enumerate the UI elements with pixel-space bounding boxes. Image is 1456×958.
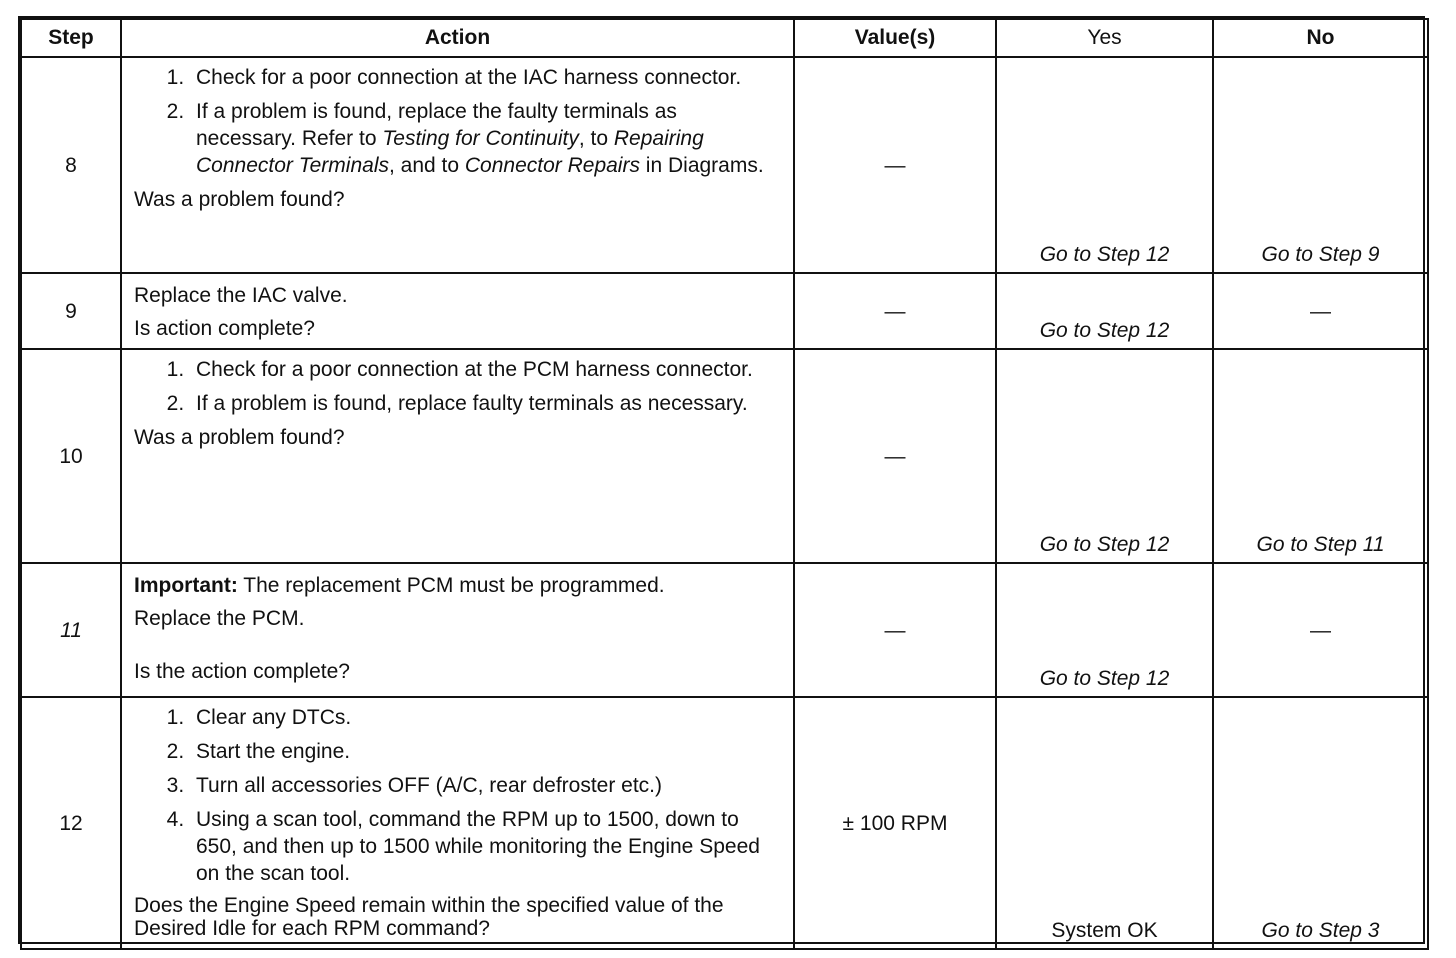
action-steps: [134, 704, 779, 887]
important-text: The replacement PCM must be programmed.: [237, 574, 665, 597]
header-step: Step: [21, 19, 121, 57]
action-cell: [121, 697, 794, 949]
reference-link: Connector Repairs: [464, 154, 640, 177]
question: Was a problem found?: [134, 188, 345, 211]
no-cell: Go to Step 9: [1213, 57, 1428, 273]
reference-link: Testing for Continuity: [382, 127, 579, 150]
question: Was a problem found?: [134, 426, 345, 449]
header-action: Action: [121, 19, 794, 57]
yes-cell: Go to Step 12: [996, 349, 1213, 563]
diagnostic-table: [20, 18, 1429, 950]
question: Does the Engine Speed remain within the specified value of the Desired Idle for each RPM command?: [134, 894, 724, 940]
list-item: 1. Clear any DTCs.: [190, 704, 779, 731]
header-row: [21, 19, 1428, 57]
important-note: [134, 572, 779, 599]
header-yes: Yes: [996, 19, 1213, 57]
table-row: [21, 349, 1428, 563]
header-no: No: [1213, 19, 1428, 57]
action-text: If a problem is found, replace the faulty terminals as necessary. Refer to: [196, 100, 677, 150]
yes-cell: System OK: [996, 697, 1213, 949]
action-cell: [121, 563, 794, 697]
important-label: Important:: [134, 574, 238, 597]
header-values: Value(s): [794, 19, 996, 57]
action-text: , and to: [388, 154, 465, 177]
action-cell: [121, 273, 794, 349]
table-row: [21, 57, 1428, 273]
step-number: 10: [21, 349, 121, 563]
spacer: [134, 632, 779, 658]
action-steps: [134, 64, 779, 179]
action-steps: [134, 356, 779, 417]
step-number: 11: [21, 563, 121, 697]
yes-cell: Go to Step 12: [996, 563, 1213, 697]
table-row: [21, 273, 1428, 349]
list-item: [190, 98, 779, 179]
yes-cell: Go to Step 12: [996, 273, 1213, 349]
step-number: 12: [21, 697, 121, 949]
list-item: 4. Using a scan tool, command the RPM up to 1500, down to 650, and then up to 1500 while monitoring the Engine Speed on the scan tool.: [190, 806, 779, 887]
action-cell: [121, 57, 794, 273]
action-cell: [121, 349, 794, 563]
no-cell: Go to Step 11: [1213, 349, 1428, 563]
list-item: 1. Check for a poor connection at the IAC harness connector.: [190, 64, 779, 91]
value-cell: —: [794, 349, 996, 563]
question: Is action complete?: [134, 317, 315, 340]
list-item: 2. Start the engine.: [190, 738, 779, 765]
table-row: [21, 563, 1428, 697]
value-cell: —: [794, 273, 996, 349]
no-cell: —: [1213, 273, 1428, 349]
list-item: 2. If a problem is found, replace faulty terminals as necessary.: [190, 390, 779, 417]
no-cell: —: [1213, 563, 1428, 697]
value-cell: —: [794, 57, 996, 273]
yes-cell: Go to Step 12: [996, 57, 1213, 273]
value-cell: ± 100 RPM: [794, 697, 996, 949]
list-item: 1. Check for a poor connection at the PCM harness connector.: [190, 356, 779, 383]
step-number: 8: [21, 57, 121, 273]
action-text: , to: [578, 127, 614, 150]
action-line: Replace the PCM.: [134, 607, 305, 630]
no-cell: Go to Step 3: [1213, 697, 1428, 949]
value-cell: —: [794, 563, 996, 697]
action-text: in Diagrams.: [639, 154, 764, 177]
question: Is the action complete?: [134, 660, 350, 683]
list-item: 3. Turn all accessories OFF (A/C, rear defroster etc.): [190, 772, 779, 799]
table-row: [21, 697, 1428, 949]
action-line: Replace the IAC valve.: [134, 284, 348, 307]
diagnostic-table-page: [18, 16, 1425, 944]
reference-link: Repairing Connector Terminals: [196, 127, 704, 177]
step-number: 9: [21, 273, 121, 349]
